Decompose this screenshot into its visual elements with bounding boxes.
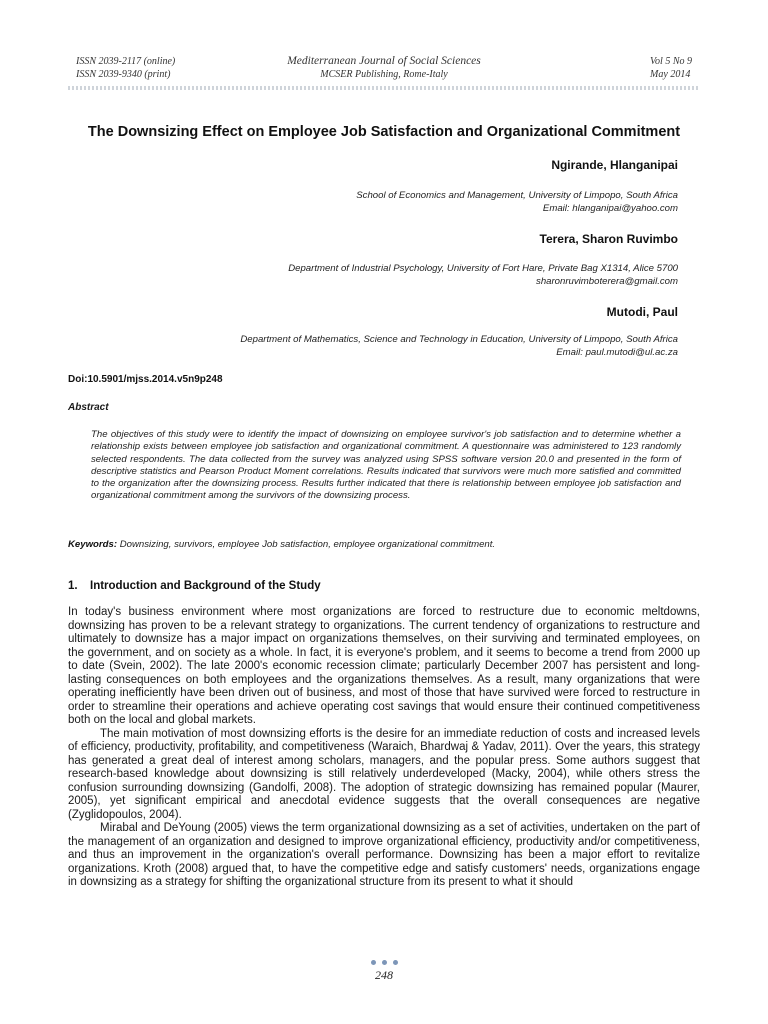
body-text [68, 606, 700, 890]
page-number: 248 [375, 968, 393, 982]
issn-online: ISSN 2039-2117 (online) [76, 56, 176, 67]
journal-name: Mediterranean Journal of Social Sciences [287, 55, 481, 67]
paper-title: The Downsizing Effect on Employee Job Satisfaction and Organizational Commitment [87, 124, 681, 140]
author-name: Ngirande, Hlanganipai [551, 158, 678, 172]
volume: Vol 5 No 9 [650, 56, 692, 67]
keywords [68, 539, 495, 550]
issn-print: ISSN 2039-9340 (print) [76, 69, 171, 80]
author-name: Terera, Sharon Ruvimbo [539, 232, 678, 246]
author-affiliation [356, 189, 678, 215]
author-email: Email: paul.mutodi@ul.ac.za [556, 347, 678, 358]
keywords-label: Keywords: [68, 539, 118, 550]
author-name: Mutodi, Paul [606, 305, 678, 319]
abstract-heading: Abstract [68, 402, 109, 413]
section-title: Introduction and Background of the Study [90, 580, 321, 592]
paragraph: Mirabal and DeYoung (2005) views the term organizational downsizing as a set of activities, undertaken on the part of the management of an organization and designed to improve organizational efficiency, productivity and/or competitiveness, and thus an improvement in the organization's overall performance. Downsizing has been a major effort to revitalize organizations. Kroth (2008) argued that, to have the competitive edge and satisfy customers' needs, organizations engage in downsizing as a strategy for shifting the organizational structure from its present to what it should [68, 822, 700, 888]
affiliation-text: School of Economics and Management, University of Limpopo, South Africa [356, 190, 678, 201]
keywords-text: Downsizing, survivors, employee Job satisfaction, employee organizational commitment. [117, 539, 496, 550]
abstract-text: The objectives of this study were to identify the impact of downsizing on employee survivor's job satisfaction and to determine whether a relationship exists between employee job satisfaction and organizational commitment. A questionnaire was administered to 123 randomly selected respondents. The data collected from the survey was analyzed using SPSS software version 20.0 and presented in the form of descriptive statistics and Pearson Product Moment correlations. Results indicated that survivors were much more satisfied and committed to the organization after the downsizing process. Results further indicated that there is relationship between employee job satisfaction and organizational commitment among the survivors of the downsizing process. [91, 429, 681, 502]
header-volume [650, 55, 692, 81]
section-number: 1. [68, 580, 78, 592]
doi: Doi:10.5901/mjss.2014.v5n9p248 [68, 374, 223, 385]
paragraph: In today's business environment where most organizations are forced to restructure due to economic meltdowns, downsizing has proven to be a relevant strategy to organizations. The current tendency of organizations to restructure and ultimately to downsize has a major impact on organizations themselves, on their surviving and terminated employees, on the government, and on society as a whole. In fact, it is everyone's problem, and it seems to become a trend from 2000 up to date (Svein, 2002). The late 2000's economic recession climate; particularly December 2007 has persistent and long-lasting consequences on both employees and the organizations themselves. As a result, many organizations that were operating inefficiently have been driven out of business, and most of those that have survived were forced to restructure in order to streamline their operations and achieve operating cost savings that would ensure their continued competitiveness both on the local and global markets. [68, 606, 700, 726]
author-email: Email: hlanganipai@yahoo.com [542, 203, 678, 214]
author-email: sharonruvimboterera@gmail.com [536, 276, 678, 287]
affiliation-text: Department of Mathematics, Science and Technology in Education, University of Limpopo, South Africa [240, 334, 678, 345]
author-affiliation [240, 333, 678, 359]
issue-date: May 2014 [650, 69, 691, 80]
author-affiliation [288, 262, 678, 288]
publisher: MCSER Publishing, Rome-Italy [320, 69, 448, 80]
affiliation-text: Department of Industrial Psychology, University of Fort Hare, Private Bag X1314, Alice 5700 [288, 263, 678, 274]
section-heading [68, 580, 321, 592]
paragraph: The main motivation of most downsizing efforts is the desire for an immediate reduction of costs and increased levels of efficiency, productivity, profitability, and competitiveness (Waraich, Bhardwaj & Yadav, 2011). Over the years, this strategy has generated a great deal of interest among scholars, managers, and the popular press. Some authors suggest that research-based knowledge about downsizing is still relatively underdeveloped (Macky, 2004), while others stress the confusion surrounding downsizing (Gandolfi, 2008). The adoption of strategic downsizing has remained popular (Maurer, 2005), yet significant empirical and anecdotal evidence suggests that the overall consequences are negative (Zyglidopoulos, 2004). [68, 727, 700, 821]
header-divider [68, 86, 700, 90]
